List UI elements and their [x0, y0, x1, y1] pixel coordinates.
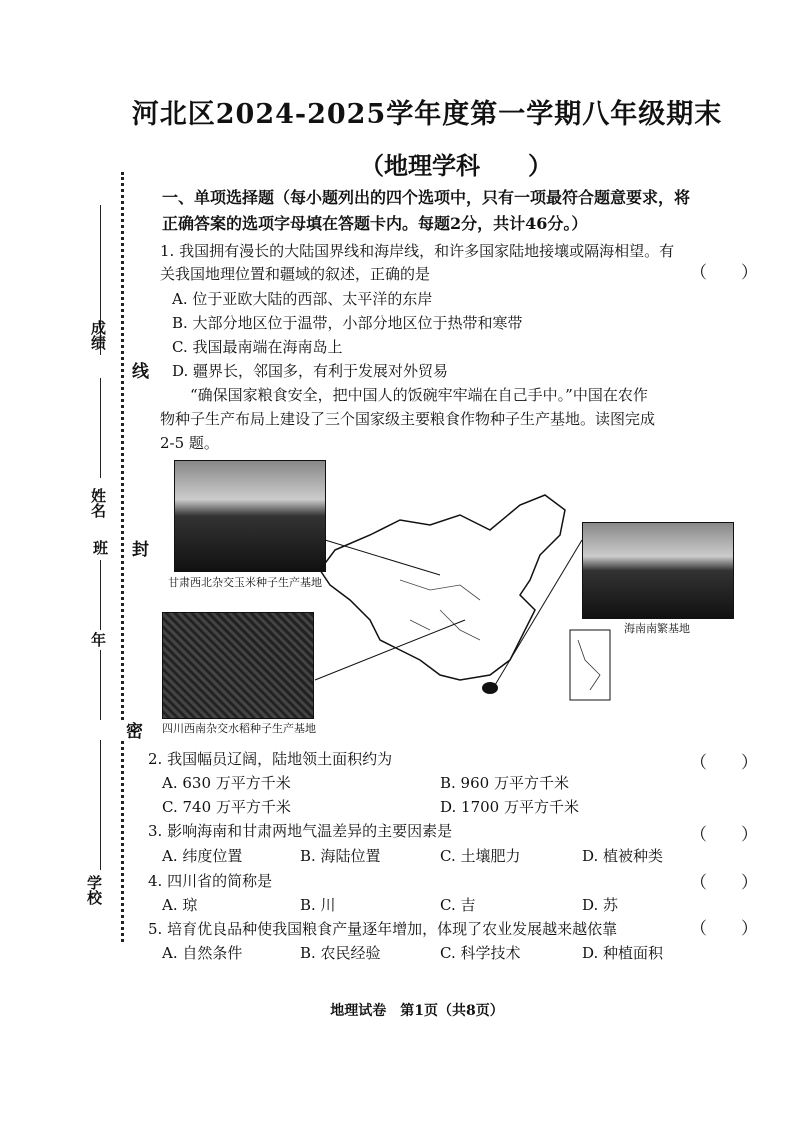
q1-option-a: A. 位于亚欧大陆的西部、太平洋的东岸: [172, 290, 433, 308]
seal-label-feng: 封: [128, 540, 148, 557]
q2-option-d: D. 1700 万平方千米: [440, 798, 579, 816]
school-label: 学校: [85, 875, 103, 905]
q1-stem-line1: 1. 我国拥有漫长的大陆国界线和海岸线，和许多国家陆地接壤或隔海相望。有: [160, 242, 675, 260]
leader-line-hainan: [495, 540, 582, 685]
q5-option-d: D. 种植面积: [582, 944, 664, 962]
q4-stem: 4. 四川省的简称是: [148, 872, 273, 890]
china-map: [160, 490, 750, 720]
q5-option-a: A. 自然条件: [162, 944, 243, 962]
caption-sichuan: 四川西南杂交水稻种子生产基地: [162, 722, 316, 735]
q2-option-b: B. 960 万平方千米: [440, 774, 569, 792]
section-heading-line2: 正确答案的选项字母填在答题卡内。每题2分，共计46分。）: [162, 214, 588, 233]
q2-option-c: C. 740 万平方千米: [162, 798, 291, 816]
province-borders: [400, 580, 480, 640]
q4-option-b: B. 川: [300, 896, 336, 914]
section-heading-line1: 一、单项选择题（每小题列出的四个选项中，只有一项最符合题意要求，将: [162, 188, 691, 207]
q4-answer-paren: （ ）: [690, 873, 758, 893]
score-label: 成绩: [89, 320, 107, 350]
passage-line3: 2-5 题。: [160, 434, 219, 452]
q4-option-d: D. 苏: [582, 896, 619, 914]
q3-stem: 3. 影响海南和甘肃两地气温差异的主要因素是: [148, 822, 453, 840]
q2-stem: 2. 我国幅员辽阔，陆地领土面积约为: [148, 750, 393, 768]
q1-answer-paren: （ ）: [690, 263, 758, 283]
seal-label-xian: 线: [128, 362, 148, 379]
q4-option-a: A. 琼: [162, 896, 198, 914]
passage-line1: “确保国家粮食安全，把中国人的饭碗牢牢端在自己手中。”中国在农作: [190, 386, 648, 404]
page-title: 河北区2024-2025学年度第一学期八年级期末: [131, 99, 723, 130]
q5-answer-paren: （ ）: [690, 919, 758, 939]
q1-option-c: C. 我国最南端在海南岛上: [172, 338, 343, 356]
q3-option-c: C. 土壤肥力: [440, 847, 521, 865]
q3-option-d: D. 植被种类: [582, 847, 664, 865]
school-underline: [100, 740, 101, 870]
page-footer: 地理试卷 第1页（共8页）: [330, 1003, 504, 1019]
q5-option-b: B. 农民经验: [300, 944, 381, 962]
q2-answer-paren: （ ）: [690, 753, 758, 773]
grade-underline: [100, 650, 101, 720]
class-underline: [100, 560, 101, 630]
class-label: 班: [91, 540, 109, 555]
name-underline: [100, 378, 101, 478]
subject-subtitle: （地理学科 ）: [360, 151, 552, 180]
leader-line-sichuan: [315, 620, 465, 680]
seal-label-mi: 密: [120, 722, 145, 739]
q2-option-a: A. 630 万平方千米: [162, 774, 291, 792]
grade-label: 年: [89, 632, 107, 647]
caption-hainan: 海南南繁基地: [624, 622, 690, 635]
caption-gansu: 甘肃西北杂交玉米种子生产基地: [168, 576, 322, 589]
q5-option-c: C. 科学技术: [440, 944, 521, 962]
q4-option-c: C. 吉: [440, 896, 476, 914]
name-label: 姓名: [89, 488, 107, 518]
china-outline: [320, 495, 565, 680]
q1-option-b: B. 大部分地区位于温带，小部分地区位于热带和寒带: [172, 314, 523, 332]
q1-option-d: D. 疆界长，邻国多，有利于发展对外贸易: [172, 362, 449, 380]
binding-dotted-line: [121, 172, 124, 942]
q1-stem-line2: 关我国地理位置和疆域的叙述，正确的是: [160, 265, 431, 283]
passage-line2: 物种子生产布局上建设了三个国家级主要粮食作物种子生产基地。读图完成: [160, 410, 656, 428]
q3-answer-paren: （ ）: [690, 825, 758, 845]
q3-option-b: B. 海陆位置: [300, 847, 381, 865]
inset-islands: [578, 640, 600, 690]
q3-option-a: A. 纬度位置: [162, 847, 243, 865]
q5-stem: 5. 培育优良品种使我国粮食产量逐年增加，体现了农业发展越来越依靠: [148, 920, 618, 938]
leader-line-gansu: [325, 540, 440, 575]
